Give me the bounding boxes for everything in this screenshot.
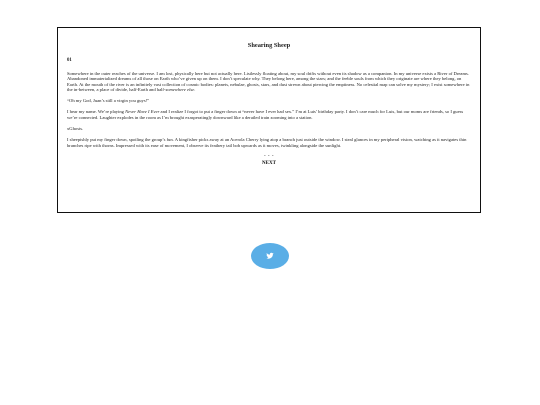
- twitter-bird-icon: [266, 252, 274, 260]
- paragraph-1-emphasis: somewhere else: [165, 86, 195, 92]
- paragraph-3-text-b: and I realize I forgot to put a finger down at “never have I ever had sex.” I’m at Luis’ birthday party. I don’t care much for Luis, but our moms are friends, so I guess we’re connected. Laughter explodes in the room as I’m brought exasperatingly downward like a derailed train zooming into a station.: [67, 109, 464, 120]
- paragraph-3-emphasis: Never Have I Ever: [125, 109, 160, 115]
- paragraph-4: xGhosts.: [67, 126, 84, 132]
- paragraph-5: I sheepishly put my finger down, spoiling the group’s fun. A kingfisher picks away at an Acerola Cherry lying atop a branch just outside the window. I steal glances in my peripheral vision, watching as it navigates thin branches ripe with thorns. Impressed with its ease of movement, I observe its feathery tail bob upwards as it moves, twinkling alongside the sunlight.: [67, 137, 467, 148]
- paragraph-1: [67, 71, 471, 92]
- paragraph-3-text-a: I hear my name. We’re playing: [67, 109, 126, 115]
- paragraph-1-text: Somewhere in the outer reaches of the universe. I am lost, physically here but not actually here. Listlessly floating about, my soul drifts without even its shadow as a companion. In my universe exists a River of Dreams. Abandoned immaterialized dreams of all those on Earth who’ve given up on them. I don’t speculate why. They belong here, among the stars; and the feeble souls from which they originate are where they belong, on Earth. At the mouth of the river is an infinitely vast collection of cosmic bodies: planets, nebulae, ghosts, stars, and dust strewn about piercing the emptiness. No celestial map can solve my mystery; I exist somewhere in the in-between, a place of divide, half-Earth and half-: [67, 71, 470, 92]
- chapter-number: 01: [67, 58, 72, 63]
- paragraph-3: [67, 109, 471, 120]
- story-title: Shearing Sheep: [247, 42, 291, 49]
- twitter-share-button[interactable]: [251, 243, 289, 269]
- section-divider: - - -: [264, 153, 274, 159]
- paragraph-1-end: .: [194, 86, 196, 92]
- paragraph-2: “Oh my God, Juan’s still a virgin you guys!”: [67, 98, 150, 104]
- story-container: [57, 27, 481, 213]
- next-link[interactable]: NEXT: [262, 160, 276, 166]
